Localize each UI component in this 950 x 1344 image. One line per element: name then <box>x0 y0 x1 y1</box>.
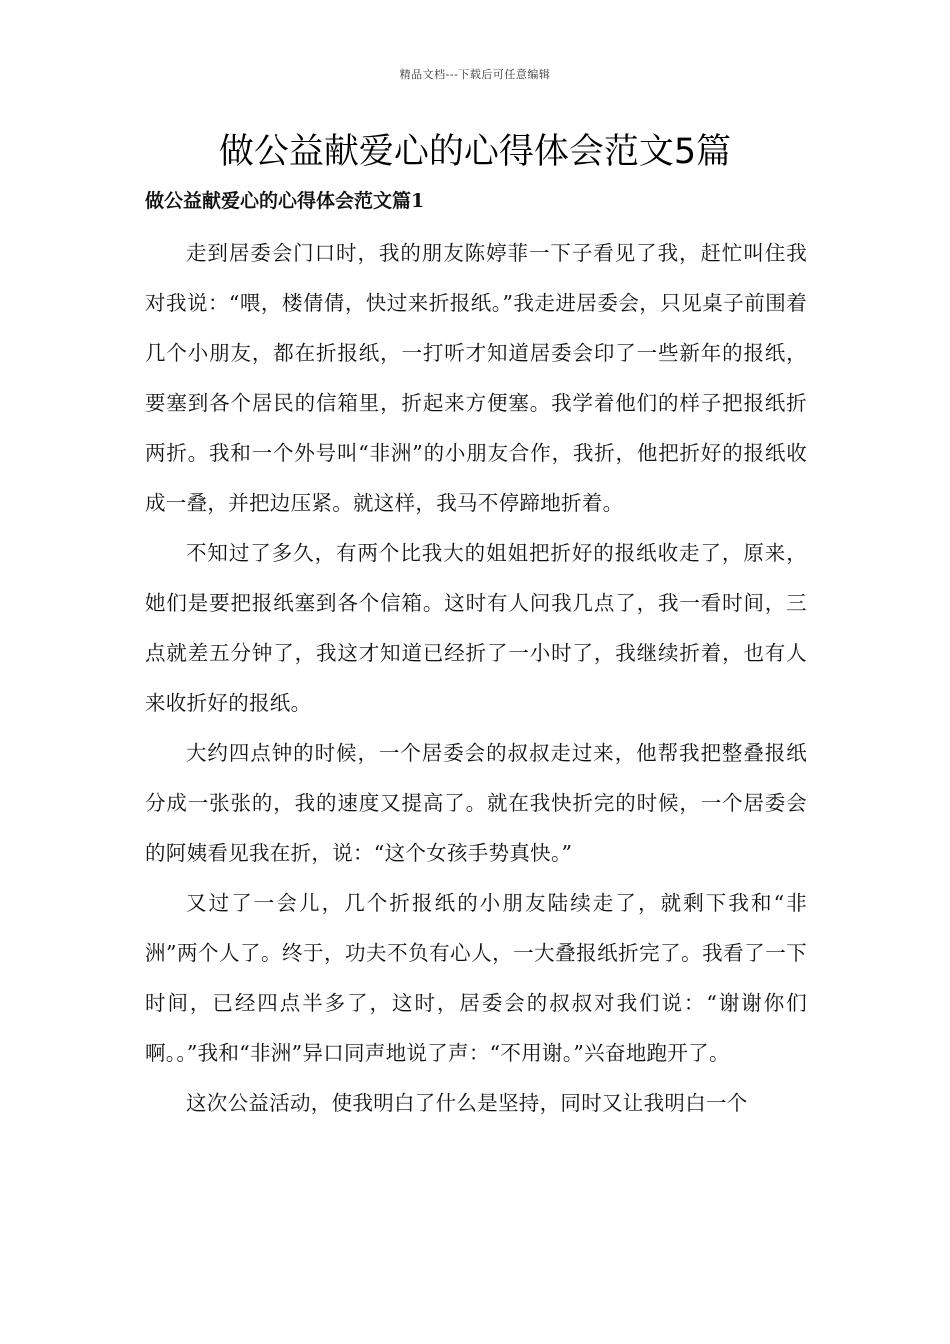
document-title: 做公益献爱心的心得体会范文5篇 <box>218 132 732 172</box>
paragraph-5: 这次公益活动，使我明白了什么是坚持，同时又让我明白一个 <box>186 1091 748 1115</box>
document-body <box>145 228 807 1128</box>
section-subtitle: 做公益献爱心的心得体会范文篇1 <box>145 190 425 212</box>
paragraph-3: 大约四点钟的时候，一个居委会的叔叔走过来，他帮我把整叠报纸分成一张张的，我的速度又提高了。就在我快折完的时候，一个居委会的阿姨看见我在折，说：“这个女孩手势真快。” <box>145 741 807 865</box>
paragraph-4: 又过了一会儿，几个折报纸的小朋友陆续走了，就剩下我和“非洲”两个人了。终于，功夫不负有心人，一大叠报纸折完了。我看了一下时间，已经四点半多了，这时，居委会的叔叔对我们说：“谢谢你们啊。。”我和“非洲”异口同声地说了声：“不用谢。”兴奋地跑开了。 <box>145 891 807 1065</box>
paragraph-2: 不知过了多久，有两个比我大的姐姐把折好的报纸收走了，原来，她们是要把报纸塞到各个信箱。这时有人问我几点了，我一看时间，三点就差五分钟了，我这才知道已经折了一小时了，我继续折着，也有人来收折好的报纸。 <box>145 541 807 715</box>
paragraph-1: 走到居委会门口时，我的朋友陈婷菲一下子看见了我，赶忙叫住我对我说：“喂，楼倩倩，快过来折报纸。”我走进居委会，只见桌子前围着几个小朋友，都在折报纸，一打听才知道居委会印了一些新年的报纸，要塞到各个居民的信箱里，折起来方便塞。我学着他们的样子把报纸折两折。我和一个外号叫“非洲”的小朋友合作，我折，他把折好的报纸收成一叠，并把边压紧。就这样，我马不停蹄地折着。 <box>145 241 807 515</box>
header-note: 精品文档---下载后可任意编辑 <box>399 68 551 81</box>
